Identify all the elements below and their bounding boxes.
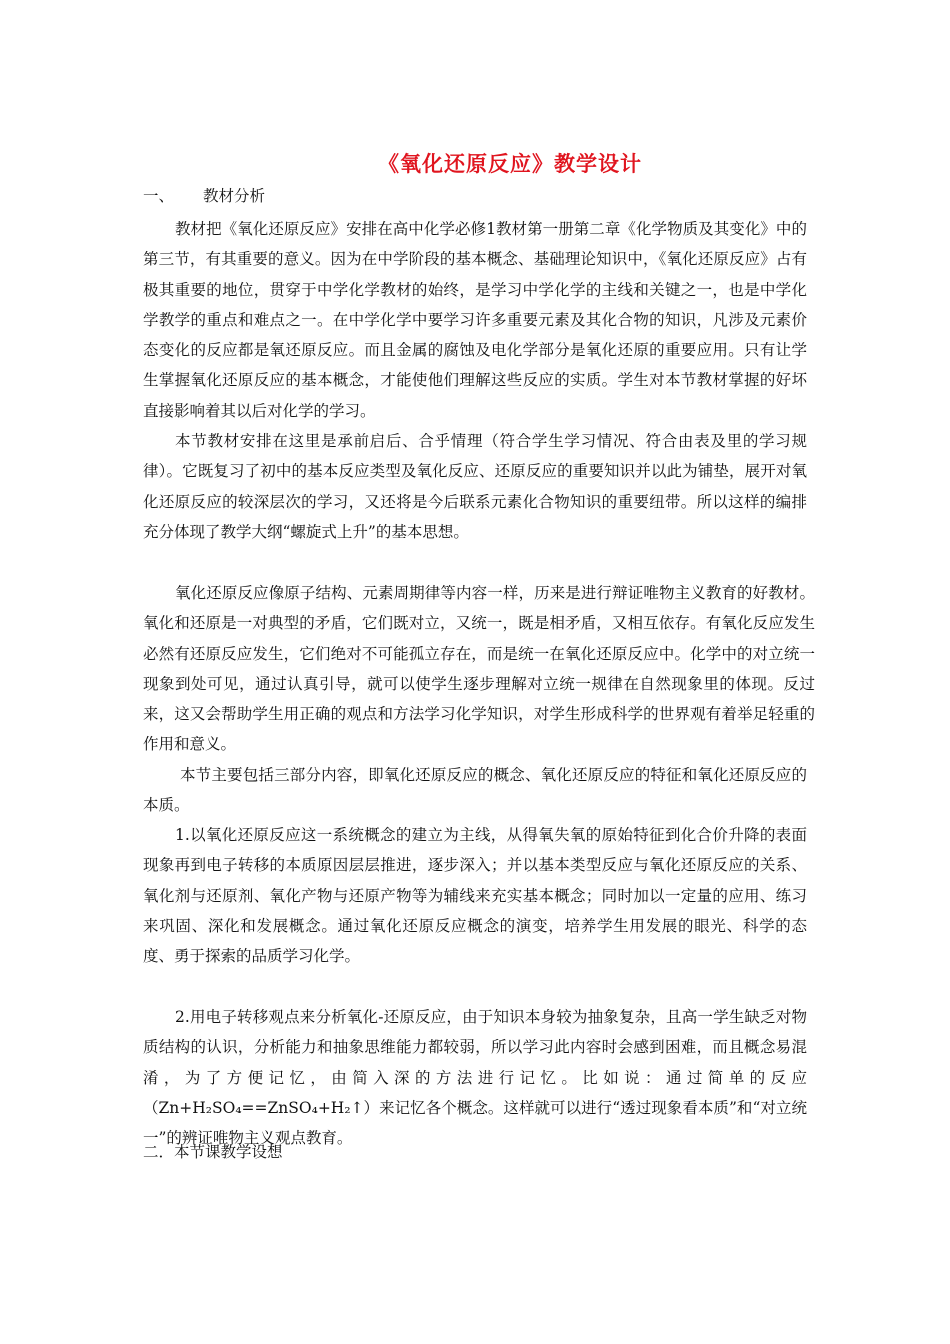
section-label: 教材分析 bbox=[203, 187, 266, 205]
paragraph-5: 1.以氧化还原反应这一系统概念的建立为主线，从得氧失氧的原始特征到化合价升降的表面现象再到电子转移的本质原因层层推进，逐步深入；并以基本类型反应与氧化还原反应的关系、氧化剂与还原剂、氧化产物与还原产物等为辅线来充实基本概念；同时加以一定量的应用、练习来巩固、深化和发展概念。通过氧化还原反应概念的演变，培养学生用发展的眼光、科学的态度、勇于探索的品质学习化学。 bbox=[143, 826, 807, 966]
document-title: 《氧化还原反应》教学设计 bbox=[378, 152, 642, 176]
paragraph-6: 2.用电子转移观点来分析氧化-还原反应，由于知识本身较为抽象复杂，且高一学生缺乏对物质结构的认识，分析能力和抽象思维能力都较弱，所以学习此内容时会感到困难，而且概念易混淆，为了方便记忆，由简入深的方法进行记忆。比如说：通过简单的反应（Zn+H₂SO₄==ZnSO₄+H₂↑）来记忆各个概念。这样就可以进行“透过现象看本质”和“对立统一”的辨证唯物主义观点教育。 bbox=[143, 1008, 807, 1148]
section-heading-1 bbox=[143, 186, 265, 206]
paragraph-4: 本节主要包括三部分内容，即氧化还原反应的概念、氧化还原反应的特征和氧化还原反应的本质。 bbox=[143, 766, 807, 815]
paragraph-3: 氧化还原反应像原子结构、元素周期律等内容一样，历来是进行辩证唯物主义教育的好教材。氧化和还原是一对典型的矛盾，它们既对立，又统一，既是相矛盾，又相互依存。有氧化反应发生必然有还原反应发生，它们绝对不可能孤立存在，而是统一在氧化还原反应中。化学中的对立统一现象到处可见，通过认真引导，就可以使学生逐步理解对立统一规律在自然现象里的体现。反过来，这又会帮助学生用正确的观点和方法学习化学知识，对学生形成科学的世界观有着举足轻重的作用和意义。 bbox=[143, 584, 815, 754]
section-heading-2: 二．本节课教学设想 bbox=[143, 1143, 283, 1161]
paragraph-1: 教材把《氧化还原反应》安排在高中化学必修1教材第一册第二章《化学物质及其变化》中的第三节，有其重要的意义。因为在中学阶段的基本概念、基础理论知识中，《氧化还原反应》占有极其重要的地位，贯穿于中学化学教材的始终，是学习中学化学的主线和关键之一，也是中学化学教学的重点和难点之一。在中学化学中要学习许多重要元素及其化合物的知识，凡涉及元素价态变化的反应都是氧还原反应。而且金属的腐蚀及电化学部分是氧化还原的重要应用。只有让学生掌握氧化还原反应的基本概念，才能使他们理解这些反应的实质。学生对本节教材掌握的好坏直接影响着其以后对化学的学习。 bbox=[143, 220, 807, 420]
paragraph-2: 本节教材安排在这里是承前启后、合乎情理（符合学生学习情况、符合由表及里的学习规律）。它既复习了初中的基本反应类型及氧化反应、还原反应的重要知识并以此为铺垫，展开对氧化还原反应的较深层次的学习，又还将是今后联系元素化合物知识的重要纽带。所以这样的编排充分体现了教学大纲“螺旋式上升”的基本思想。 bbox=[143, 432, 807, 541]
section-number: 一、 bbox=[143, 187, 175, 205]
